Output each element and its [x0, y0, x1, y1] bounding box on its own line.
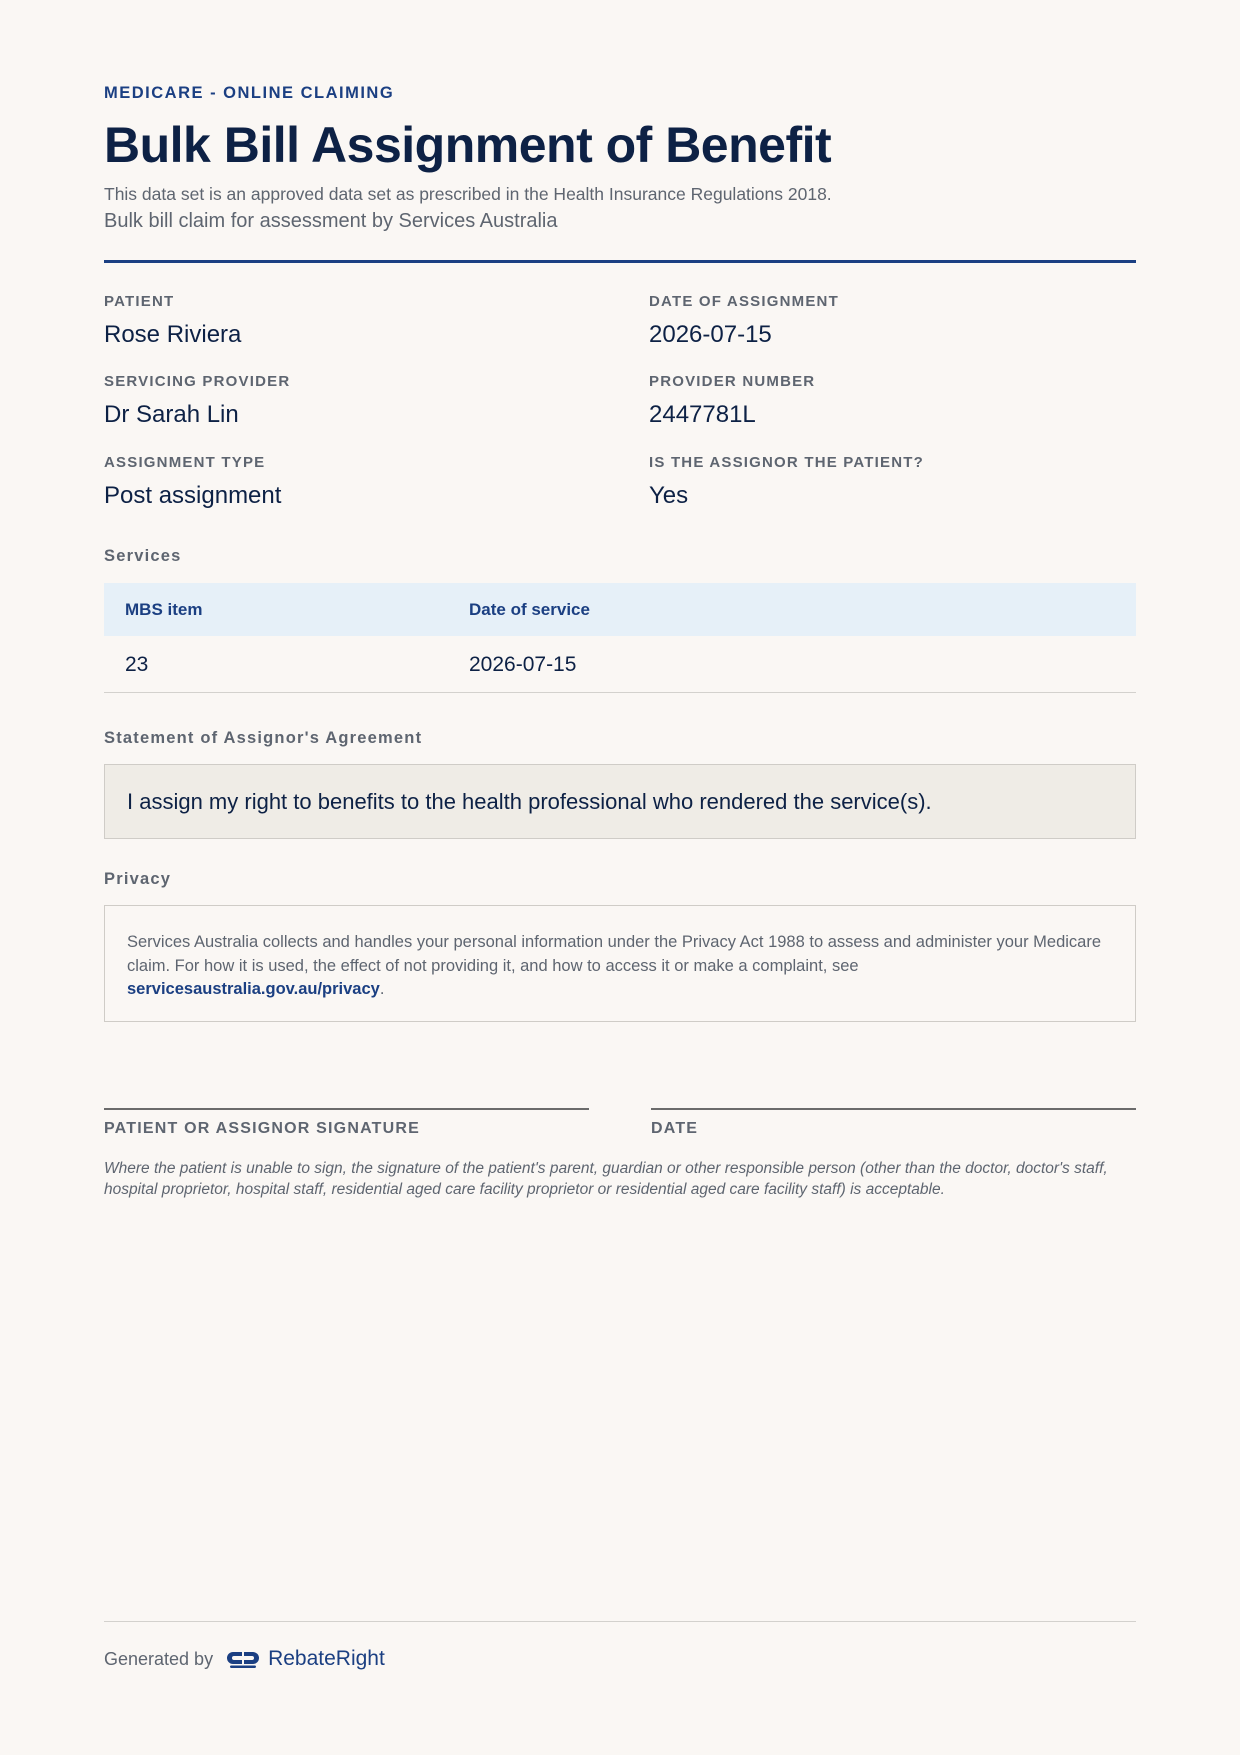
- date-of-assignment-value: 2026-07-15: [649, 321, 772, 348]
- table-header-row: [104, 583, 1136, 636]
- column-header-mbs-item: MBS item: [125, 600, 203, 619]
- provider-number-label: PROVIDER NUMBER: [649, 373, 816, 390]
- generated-by-text: Generated by: [104, 1648, 214, 1669]
- rebateright-logo-icon: [227, 1649, 259, 1669]
- assignment-type-value: Post assignment: [104, 482, 282, 509]
- regulation-statement: This data set is an approved data set as prescribed in the Health Insurance Regulations 2018.: [104, 184, 832, 204]
- brand-name: RebateRight: [268, 1647, 385, 1670]
- assignor-is-patient-field: [649, 454, 1129, 510]
- servicing-provider-label: SERVICING PROVIDER: [104, 373, 291, 390]
- provider-number-field: [649, 373, 1129, 429]
- footer: [104, 1644, 385, 1674]
- date-of-service-cell: 2026-07-15: [469, 653, 577, 676]
- servicing-provider-value: Dr Sarah Lin: [104, 401, 239, 428]
- privacy-text: Services Australia collects and handles your personal information under the Privacy Act 1988 to assess and administer your Medicare claim. For how it is used, the effect of not providing it, and how to access it or make a complaint, see: [127, 933, 1102, 975]
- services-table: [104, 583, 1136, 693]
- page-subtitle: Bulk bill claim for assessment by Services Australia: [104, 210, 558, 232]
- assignment-type-label: ASSIGNMENT TYPE: [104, 454, 266, 471]
- provider-number-value: 2447781L: [649, 401, 756, 428]
- date-label: DATE: [651, 1120, 699, 1137]
- servicing-provider-field: [104, 373, 584, 429]
- agreement-section-label: Statement of Assignor's Agreement: [104, 729, 423, 747]
- assignor-is-patient-value: Yes: [649, 482, 689, 509]
- patient-value: Rose Riviera: [104, 321, 242, 348]
- table-row: [104, 636, 1136, 693]
- signature-label: PATIENT OR ASSIGNOR SIGNATURE: [104, 1120, 420, 1137]
- document-page: [104, 0, 1136, 1755]
- column-header-date-of-service: Date of service: [469, 600, 590, 619]
- document-eyebrow: MEDICARE - ONLINE CLAIMING: [104, 84, 395, 102]
- date-of-assignment-label: DATE OF ASSIGNMENT: [649, 293, 839, 310]
- footer-divider: [104, 1621, 1136, 1622]
- assignor-is-patient-label: IS THE ASSIGNOR THE PATIENT?: [649, 454, 924, 471]
- date-line[interactable]: [651, 1108, 1136, 1110]
- date-of-assignment-field: [649, 293, 1129, 349]
- services-section-label: Services: [104, 547, 182, 565]
- privacy-notice: [104, 905, 1136, 1022]
- signature-line[interactable]: [104, 1108, 589, 1110]
- page-title: Bulk Bill Assignment of Benefit: [104, 117, 832, 173]
- privacy-section-label: Privacy: [104, 870, 172, 888]
- patient-label: PATIENT: [104, 293, 175, 310]
- signature-note: Where the patient is unable to sign, the signature of the patient's parent, guardian or other responsible person (other than the doctor, doctor's staff, hospital proprietor, hospital staff, residential aged care facility proprietor or residential aged care facility staff) is acceptable.: [104, 1160, 1108, 1198]
- patient-field: [104, 293, 584, 349]
- assignment-type-field: [104, 454, 584, 510]
- title-divider: [104, 260, 1136, 263]
- privacy-link[interactable]: servicesaustralia.gov.au/privacy: [127, 980, 380, 998]
- agreement-statement: I assign my right to benefits to the health professional who rendered the service(s).: [104, 764, 1136, 839]
- privacy-trailing: .: [379, 980, 385, 998]
- mbs-item-cell: 23: [125, 653, 149, 676]
